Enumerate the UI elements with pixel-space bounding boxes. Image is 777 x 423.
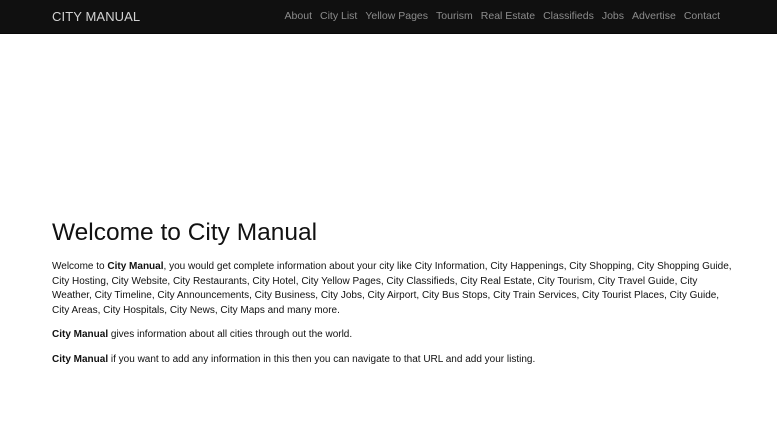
main-nav	[277, 10, 720, 22]
add-brand: City Manual	[52, 353, 109, 365]
nav-tourism[interactable]: Tourism	[436, 10, 473, 22]
intro-paragraph	[52, 260, 732, 318]
add-text: if you want to add any information in this then you can navigate to that URL and add your listing.	[108, 353, 536, 365]
nav-about[interactable]: About	[284, 10, 312, 22]
nav-classifieds[interactable]: Classifieds	[543, 10, 594, 22]
page-title: Welcome to City Manual	[52, 219, 318, 246]
nav-yellow-pages[interactable]: Yellow Pages	[365, 10, 429, 22]
nav-city-list[interactable]: City List	[320, 10, 358, 22]
intro-brand: City Manual	[107, 261, 164, 272]
info-brand: City Manual	[52, 329, 109, 340]
brand-link[interactable]: CITY MANUAL	[52, 9, 141, 24]
nav-jobs[interactable]: Jobs	[601, 10, 625, 22]
add-paragraph	[52, 353, 732, 368]
intro-prefix: Welcome to	[52, 261, 108, 272]
intro-text: , you would get complete information about your city like City Information, City Happenings, City Shopping, City Shopping Guide, City Hosting, City Website, City Restaurants, City Hotel, City Yellow Pages, City Classifieds, City Real Estate, City Tourism, City Travel Guide, City Weather, City Timeline, City Announcements, City Business, City Jobs, City Airport, City Bus Stops, City Train Services, City Tourist Places, City Guide, City Areas, City Hospitals, City News, City Maps and many more.	[52, 261, 732, 316]
info-paragraph	[52, 328, 732, 343]
top-navbar	[0, 0, 777, 34]
nav-contact[interactable]: Contact	[683, 10, 720, 22]
nav-advertise[interactable]: Advertise	[632, 10, 676, 22]
info-text: gives information about all cities through out the world.	[108, 329, 353, 340]
nav-real-estate[interactable]: Real Estate	[480, 10, 536, 22]
main-content	[52, 216, 732, 367]
